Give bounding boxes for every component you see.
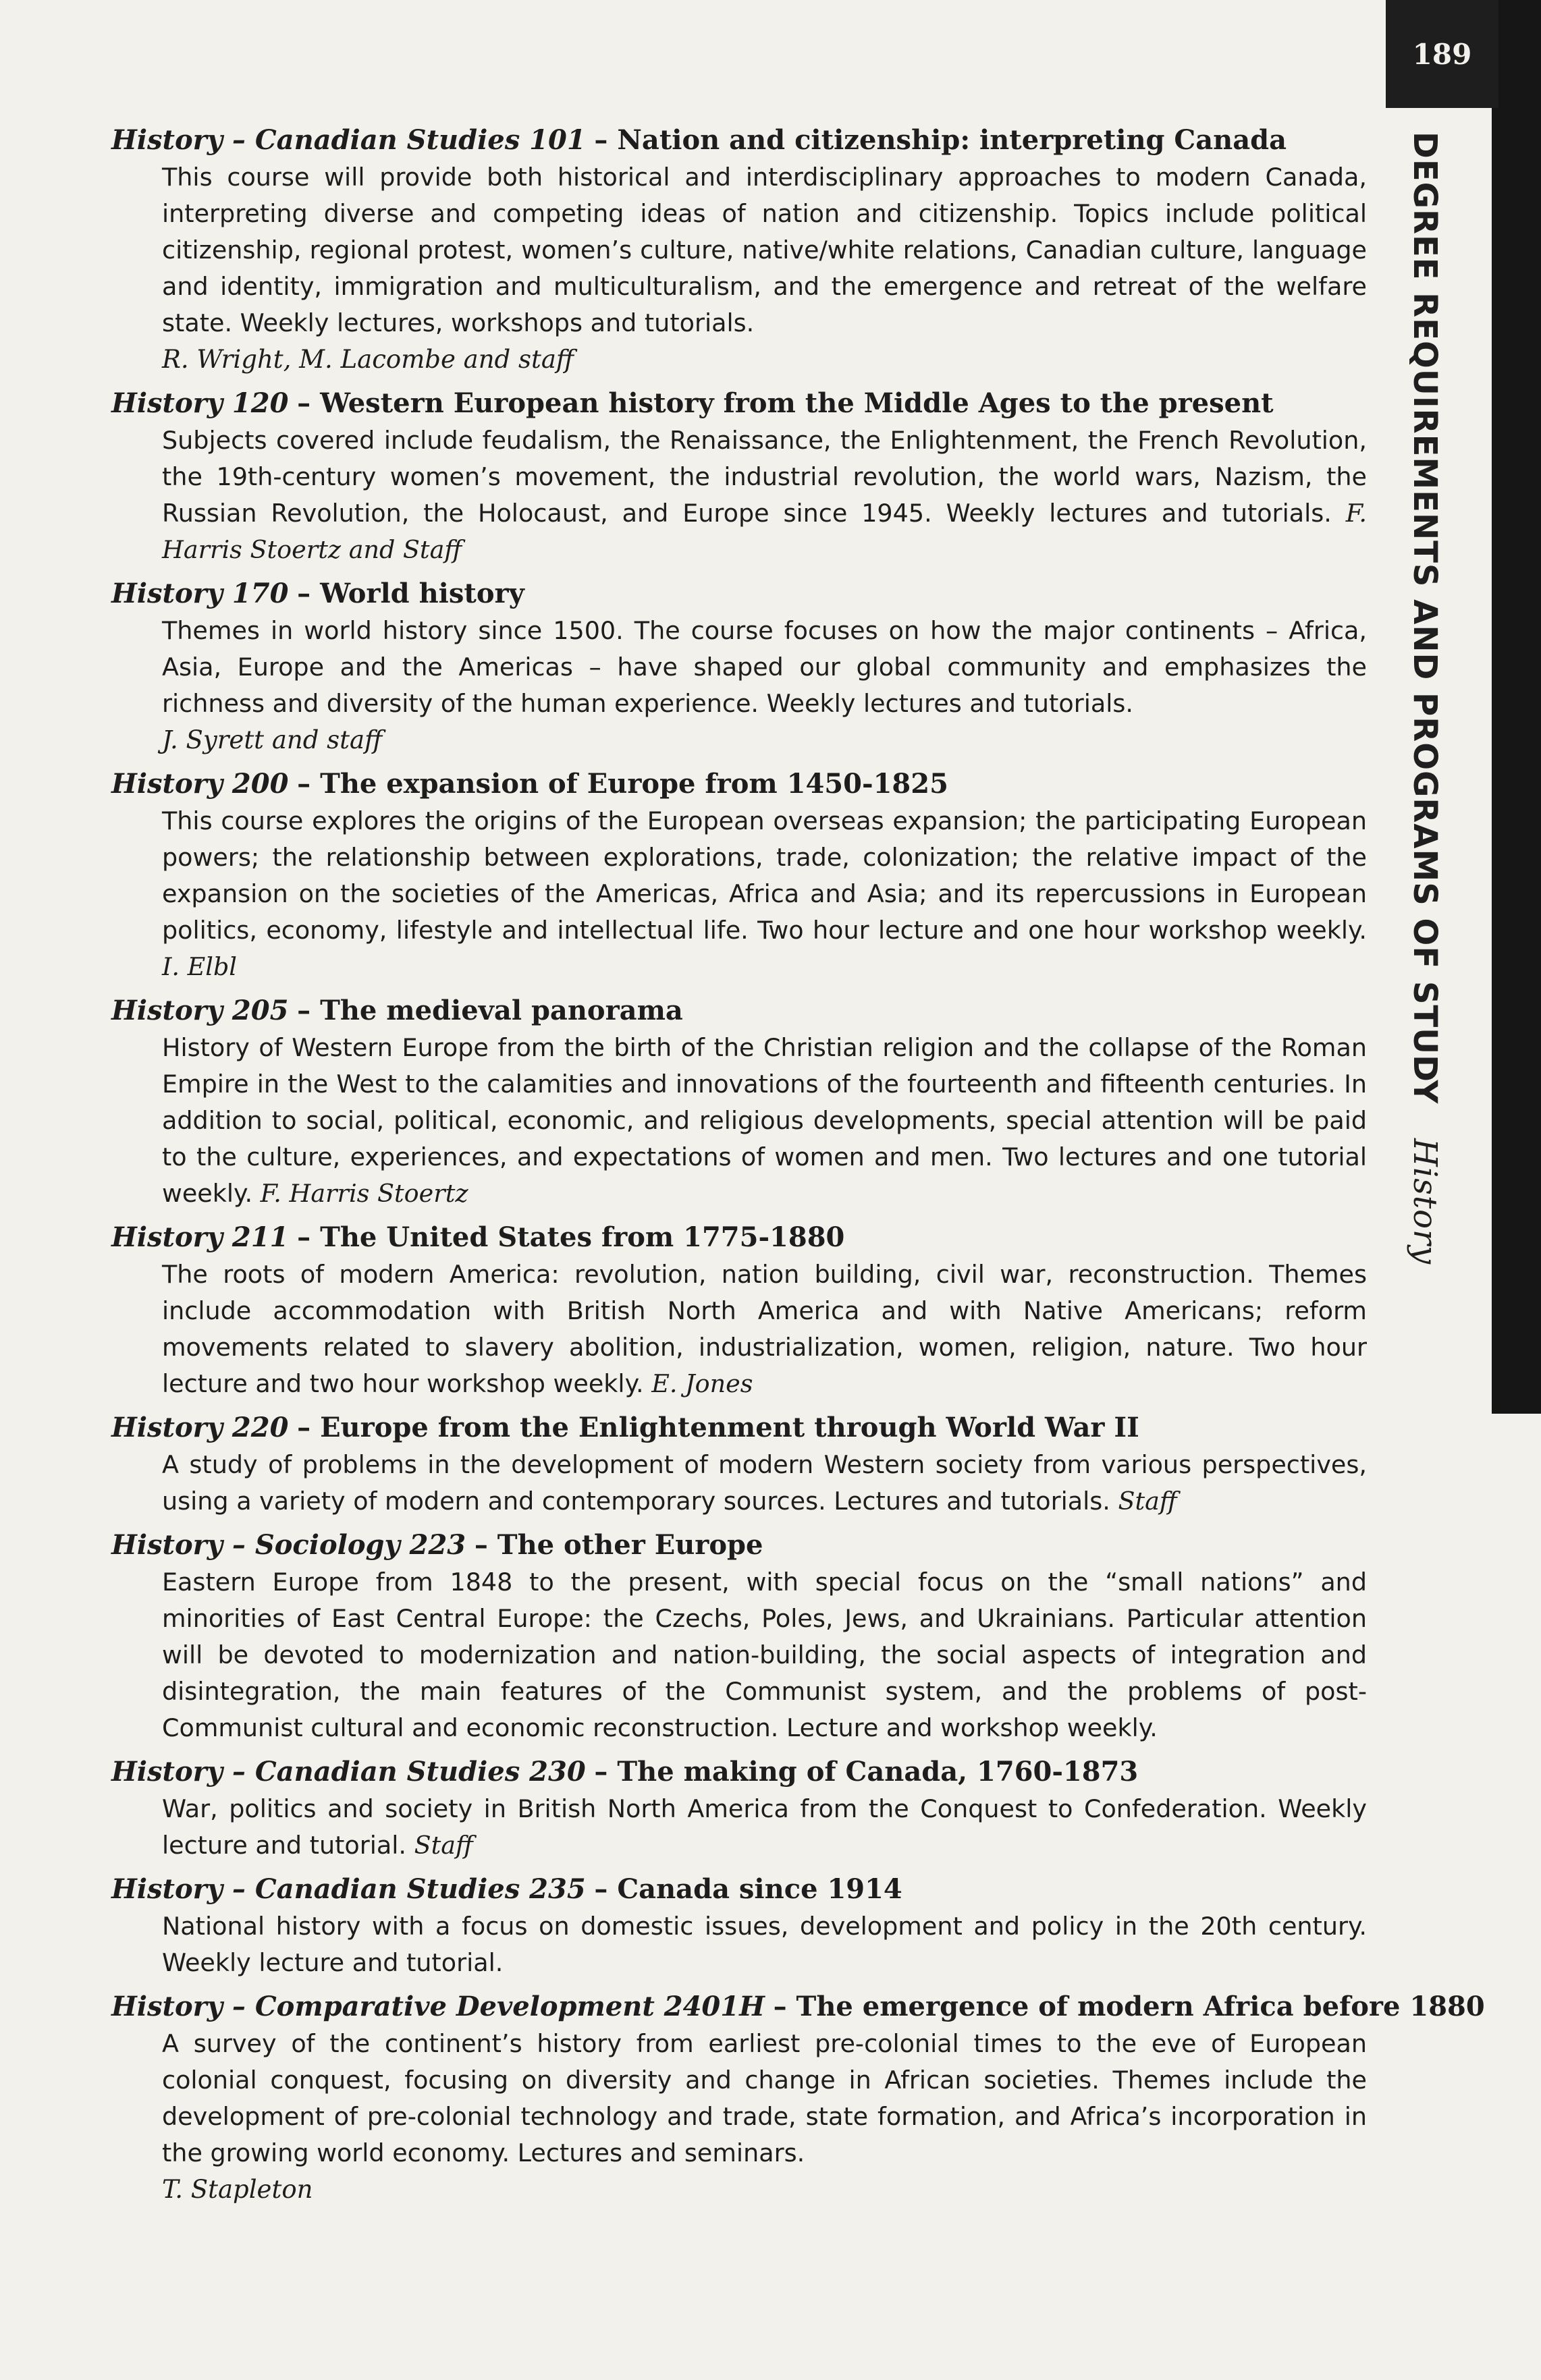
course-code: History 170 <box>111 578 289 609</box>
course-entry <box>111 1871 1367 1981</box>
page-number: 189 <box>1386 0 1498 108</box>
course-code: History – Canadian Studies 235 <box>111 1873 586 1905</box>
course-description: National history with a focus on domestic issues, development and policy in the 20th century. Weekly lecture and tutorial. <box>162 1912 1367 1977</box>
section-header <box>1406 132 1444 1265</box>
course-title: Europe from the Enlightenment through World War II <box>320 1412 1139 1443</box>
course-title: The medieval panorama <box>320 995 683 1026</box>
course-code: History 200 <box>111 768 289 800</box>
course-entry <box>111 1409 1367 1520</box>
course-instructor: F. Harris Stoertz <box>260 1179 468 1208</box>
course-description: This course will provide both historical and interdisciplinary approaches to modern Canada, interpreting diverse and competing ideas of nation and citizenship. Topics include political citizenship, regional protest, women’s culture, native/white relations, Canadian culture, language and identity, immigration and multiculturalism, and the emergence and retreat of the welfare state. Weekly lectures, workshops and tutorials. <box>162 163 1367 337</box>
course-description <box>162 1030 1367 1212</box>
course-heading: History 120 – Western European history from the Middle Ages to the present <box>111 387 1274 419</box>
course-instructor: T. Stapleton <box>162 2175 313 2204</box>
course-description-text: A study of problems in the development of modern Western society from various perspectives, using a variety of modern and contemporary sources. Lectures and tutorials. <box>162 1450 1367 1516</box>
course-entry <box>111 575 1367 758</box>
course-instructor: Staff <box>414 1831 473 1860</box>
course-instructor: R. Wright, M. Lacombe and staff <box>162 345 574 374</box>
course-title: Nation and citizenship: interpreting Canada <box>617 124 1287 156</box>
course-entry <box>111 1753 1367 1864</box>
course-heading: History – Canadian Studies 235 – Canada since 1914 <box>111 1873 902 1905</box>
course-description <box>162 422 1367 568</box>
course-heading: History 200 – The expansion of Europe from 1450-1825 <box>111 768 948 800</box>
course-heading: History – Comparative Development 2401H – The emergence of modern Africa before 1880 <box>111 1991 1485 2022</box>
course-description-text: The roots of modern America: revolution, nation building, civil war, reconstruction. Themes include accommodation with British North America and with Native Americans; reform movements related to slavery abolition, industrialization, women, religion, nature. Two hour lecture and two hour workshop weekly. <box>162 1260 1367 1398</box>
course-title: The other Europe <box>497 1529 763 1561</box>
course-entry <box>111 992 1367 1212</box>
course-description <box>162 803 1367 985</box>
course-entry <box>111 385 1367 568</box>
course-code: History 205 <box>111 995 289 1026</box>
course-entry <box>111 1988 1485 2208</box>
course-title: World history <box>320 578 524 609</box>
course-code: History 211 <box>111 1221 289 1253</box>
course-heading: History 170 – World history <box>111 578 524 609</box>
course-heading: History – Canadian Studies 101 – Nation and citizenship: interpreting Canada <box>111 124 1287 156</box>
course-title: Western European history from the Middle Ages to the present <box>320 387 1274 419</box>
course-entry <box>111 121 1367 378</box>
course-heading: History 205 – The medieval panorama <box>111 995 683 1026</box>
section-subtitle: History <box>1406 1138 1444 1265</box>
course-entry <box>111 1219 1367 1402</box>
course-instructor: Staff <box>1118 1487 1177 1516</box>
course-description-text: War, politics and society in British North America from the Conquest to Confederation. Weekly lecture and tutorial. <box>162 1794 1367 1860</box>
course-description <box>162 1256 1367 1402</box>
course-description: A survey of the continent’s history from earliest pre-colonial times to the eve of European colonial conquest, focusing on diversity and change in African societies. Themes include the development of pre-colonial technology and trade, state formation, and Africa’s incorporation in the growing world economy. Lectures and seminars. <box>162 2029 1367 2167</box>
course-code: History – Sociology 223 <box>111 1529 466 1561</box>
course-heading: History 220 – Europe from the Enlightenment through World War II <box>111 1412 1139 1443</box>
course-code: History 120 <box>111 387 289 419</box>
course-heading: History – Canadian Studies 230 – The making of Canada, 1760-1873 <box>111 1756 1139 1788</box>
course-code: History – Canadian Studies 101 <box>111 124 586 156</box>
course-description: Eastern Europe from 1848 to the present, with special focus on the “small nations” and minorities of East Central Europe: the Czechs, Poles, Jews, and Ukrainians. Particular attention will be devoted to modernization and nation-building, the social aspects of integration and disintegration, the main features of the Communist system, and the problems of post-Communist cultural and economic reconstruction. Lecture and workshop weekly. <box>162 1568 1367 1742</box>
course-title: The expansion of Europe from 1450-1825 <box>320 768 948 800</box>
course-description <box>162 1791 1367 1864</box>
course-heading: History – Sociology 223 – The other Europe <box>111 1529 763 1561</box>
course-title: Canada since 1914 <box>617 1873 902 1905</box>
course-entry <box>111 1526 1367 1746</box>
course-description-text: Subjects covered include feudalism, the Renaissance, the Enlightenment, the French Revolution, the 19th-century women’s movement, the industrial revolution, the world wars, Nazism, the Russian Revolution, the Holocaust, and Europe since 1945. Weekly lectures and tutorials. <box>162 426 1367 528</box>
course-code: History 220 <box>111 1412 289 1443</box>
course-instructor: F. Harris Stoertz and Staff <box>162 499 1367 564</box>
course-code: History – Canadian Studies 230 <box>111 1756 586 1788</box>
course-instructor: I. Elbl <box>162 952 237 981</box>
course-title: The emergence of modern Africa before 1880 <box>796 1991 1485 2022</box>
course-heading: History 211 – The United States from 1775-1880 <box>111 1221 845 1253</box>
course-description-text: This course explores the origins of the European overseas expansion; the participating European powers; the relationship between explorations, trade, colonization; the relative impact of the expansion on the societies of the Americas, Africa and Asia; and its repercussions in European politics, economy, lifestyle and intellectual life. Two hour lecture and one hour workshop weekly. <box>162 806 1367 945</box>
course-title: The United States from 1775-1880 <box>320 1221 845 1253</box>
course-instructor: J. Syrett and staff <box>162 725 383 754</box>
course-entry <box>111 765 1367 985</box>
course-description <box>162 1447 1367 1520</box>
course-code: History – Comparative Development 2401H <box>111 1991 765 2022</box>
section-title: DEGREE REQUIREMENTS AND PROGRAMS OF STUDY <box>1406 132 1444 1105</box>
course-title: The making of Canada, 1760-1873 <box>617 1756 1139 1788</box>
thumb-index-bar <box>1492 0 1541 1414</box>
course-description: Themes in world history since 1500. The course focuses on how the major continents – Africa, Asia, Europe and the Americas – have shaped our global community and emphasizes the richness and diversity of the human experience. Weekly lectures and tutorials. <box>162 616 1367 718</box>
course-description-text: History of Western Europe from the birth of the Christian religion and the collapse of the Roman Empire in the West to the calamities and innovations of the fourteenth and fifteenth centuries. In addition to social, political, economic, and religious developments, special attention will be paid to the culture, experiences, and expectations of women and men. Two lectures and one tutorial weekly. <box>162 1033 1367 1208</box>
course-instructor: E. Jones <box>651 1369 753 1398</box>
